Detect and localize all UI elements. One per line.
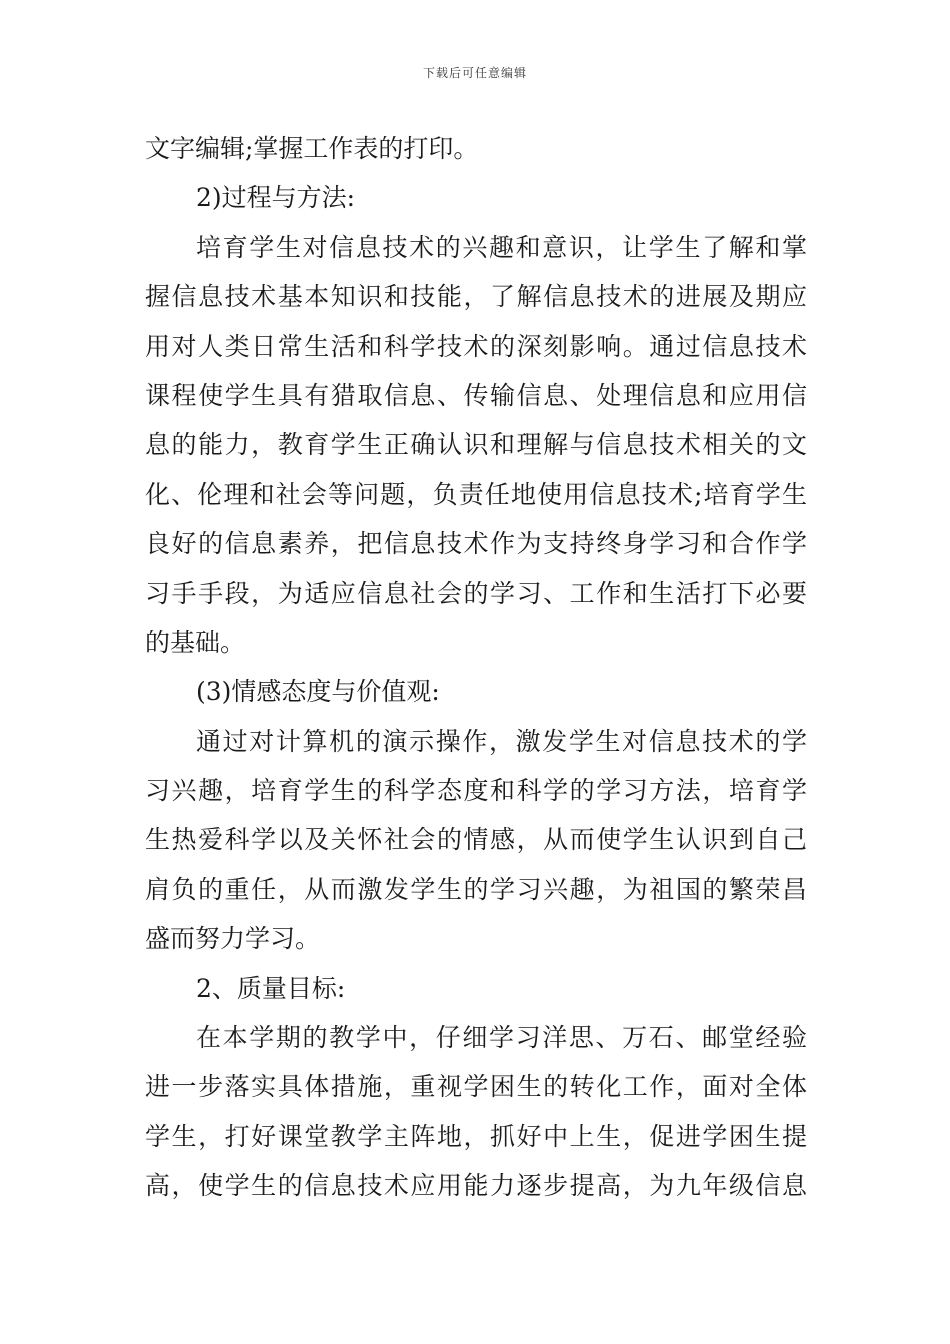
text-line: 课程使学生具有猎取信息、传输信息、处理信息和应用信 (145, 380, 807, 410)
text-line: 肩负的重任，从而激发学生的学习兴趣，为祖国的繁荣昌 (145, 874, 807, 904)
text-line: 通过对计算机的演示操作，激发学生对信息技术的学 (196, 726, 807, 756)
text-line: 的基础。 (145, 627, 246, 657)
text-line: 用对人类日常生活和科学技术的深刻影响。通过信息技术 (145, 331, 807, 361)
text-line: 盛而努力学习。 (145, 924, 321, 954)
text-line: 息的能力，教育学生正确认识和理解与信息技术相关的文 (145, 430, 807, 460)
page-header: 下载后可任意编辑 (422, 66, 527, 80)
text-line: 握信息技术基本知识和技能，了解信息技术的进展及期应 (145, 282, 807, 312)
text-line: 良好的信息素养，把信息技术作为支持终身学习和合作学 (145, 529, 807, 559)
text-line: 在本学期的教学中，仔细学习洋思、万石、邮堂经验 (196, 1023, 807, 1053)
text-line: 2、质量目标: (196, 973, 346, 1003)
text-line: 学生，打好课堂教学主阵地，抓好中上生，促进学困生提 (145, 1121, 807, 1151)
text-line: 文字编辑;掌握工作表的打印。 (145, 134, 479, 163)
text-line: 生热爱科学以及关怀社会的情感，从而使学生认识到自己 (145, 825, 807, 855)
document-body (145, 124, 807, 1211)
text-line: 习兴趣，培育学生的科学态度和科学的学习方法，培育学 (145, 776, 807, 806)
text-line: 进一步落实具体措施，重视学困生的转化工作，面对全体 (145, 1072, 807, 1102)
text-line: 2)过程与方法: (196, 183, 356, 213)
text-line: 高，使学生的信息技术应用能力逐步提高，为九年级信息 (145, 1171, 807, 1201)
text-line: 习手手段，为适应信息社会的学习、工作和生活打下必要 (145, 578, 807, 608)
text-line: (3)情感态度与价值观: (196, 677, 440, 707)
text-line: 化、伦理和社会等问题，负责任地使用信息技术;培育学生 (145, 479, 807, 509)
text-line: 培育学生对信息技术的兴趣和意识，让学生了解和掌 (196, 232, 807, 262)
